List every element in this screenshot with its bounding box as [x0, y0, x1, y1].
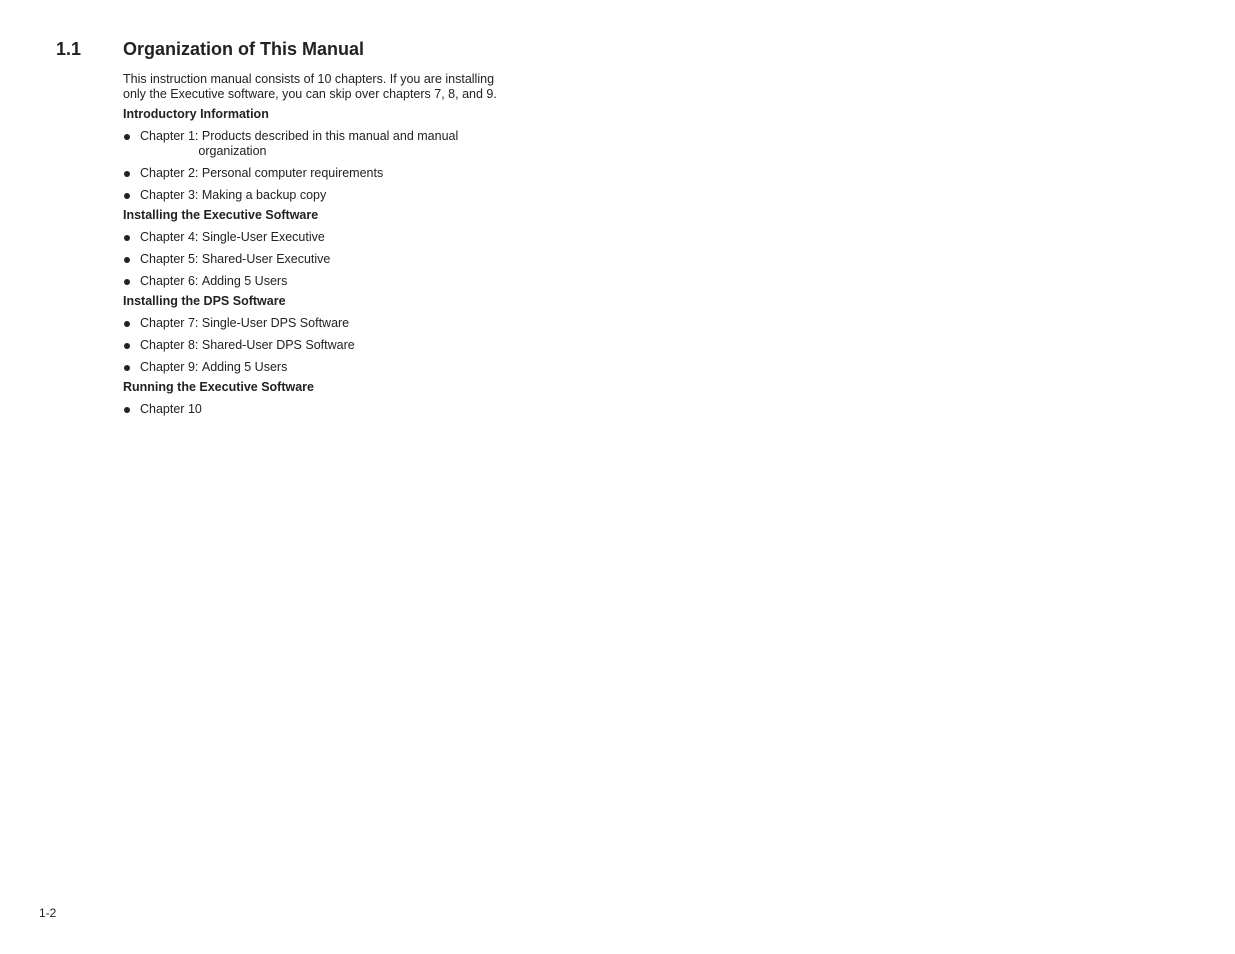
chapter-item: [123, 129, 523, 159]
intro-paragraph: [123, 72, 523, 102]
chapter-label: Chapter 9:: [140, 360, 199, 374]
intro-line-2: only the Executive software, you can skip over chapters 7, 8, and 9.: [123, 87, 497, 101]
chapter-item: [123, 252, 523, 267]
bullet-icon: [124, 321, 130, 327]
chapter-description: Single-User DPS Software: [201, 316, 350, 330]
intro-line-1: This instruction manual consists of 10 chapters. If you are installing: [123, 72, 495, 86]
chapter-item: [123, 402, 523, 417]
bullet-icon: [124, 193, 130, 199]
chapter-label: Chapter 1:: [140, 129, 199, 143]
chapter-item: [123, 338, 523, 353]
chapter-label: Chapter 4:: [140, 230, 199, 244]
chapter-description: Personal computer requirements: [201, 166, 384, 180]
chapter-label: Chapter 10: [140, 402, 202, 416]
chapter-label: Chapter 5:: [140, 252, 199, 266]
bullet-icon: [124, 407, 130, 413]
group-heading-executive: Installing the Executive Software: [123, 208, 319, 222]
bullet-icon: [124, 279, 130, 285]
chapter-item: [123, 360, 523, 375]
chapter-label: Chapter 8:: [140, 338, 199, 352]
group-heading-running: Running the Executive Software: [123, 380, 315, 394]
chapter-item: [123, 188, 523, 203]
bullet-icon: [124, 235, 130, 241]
chapter-list-executive: [123, 230, 523, 289]
manual-organization-content: [123, 72, 523, 422]
chapter-label: Chapter 6:: [140, 274, 199, 288]
chapter-list-dps: [123, 316, 523, 375]
group-heading-introductory: Introductory Information: [123, 107, 269, 121]
chapter-description: Shared-User DPS Software: [201, 338, 355, 352]
chapter-list-running: [123, 402, 523, 417]
chapter-item: [123, 274, 523, 289]
section-number: 1.1: [56, 39, 82, 59]
chapter-list-introductory: [123, 129, 523, 203]
chapter-item: [123, 316, 523, 331]
bullet-icon: [124, 343, 130, 349]
chapter-description: Adding 5 Users: [201, 274, 288, 288]
group-heading-dps: Installing the DPS Software: [123, 294, 286, 308]
chapter-label: Chapter 7:: [140, 316, 199, 330]
bullet-icon: [124, 257, 130, 263]
section-title: Organization of This Manual: [123, 39, 365, 59]
chapter-description: Single-User Executive: [201, 230, 325, 244]
bullet-icon: [124, 171, 130, 177]
chapter-description: Shared-User Executive: [201, 252, 331, 266]
chapter-label: Chapter 2:: [140, 166, 199, 180]
chapter-description: Products described in this manual and manual organization: [198, 129, 459, 158]
chapter-label: Chapter 3:: [140, 188, 199, 202]
chapter-description: Making a backup copy: [201, 188, 327, 202]
page-number: 1-2: [39, 906, 57, 920]
bullet-icon: [124, 365, 130, 371]
chapter-item: [123, 230, 523, 245]
chapter-item: [123, 166, 523, 181]
bullet-icon: [124, 134, 130, 140]
chapter-description: Adding 5 Users: [201, 360, 288, 374]
